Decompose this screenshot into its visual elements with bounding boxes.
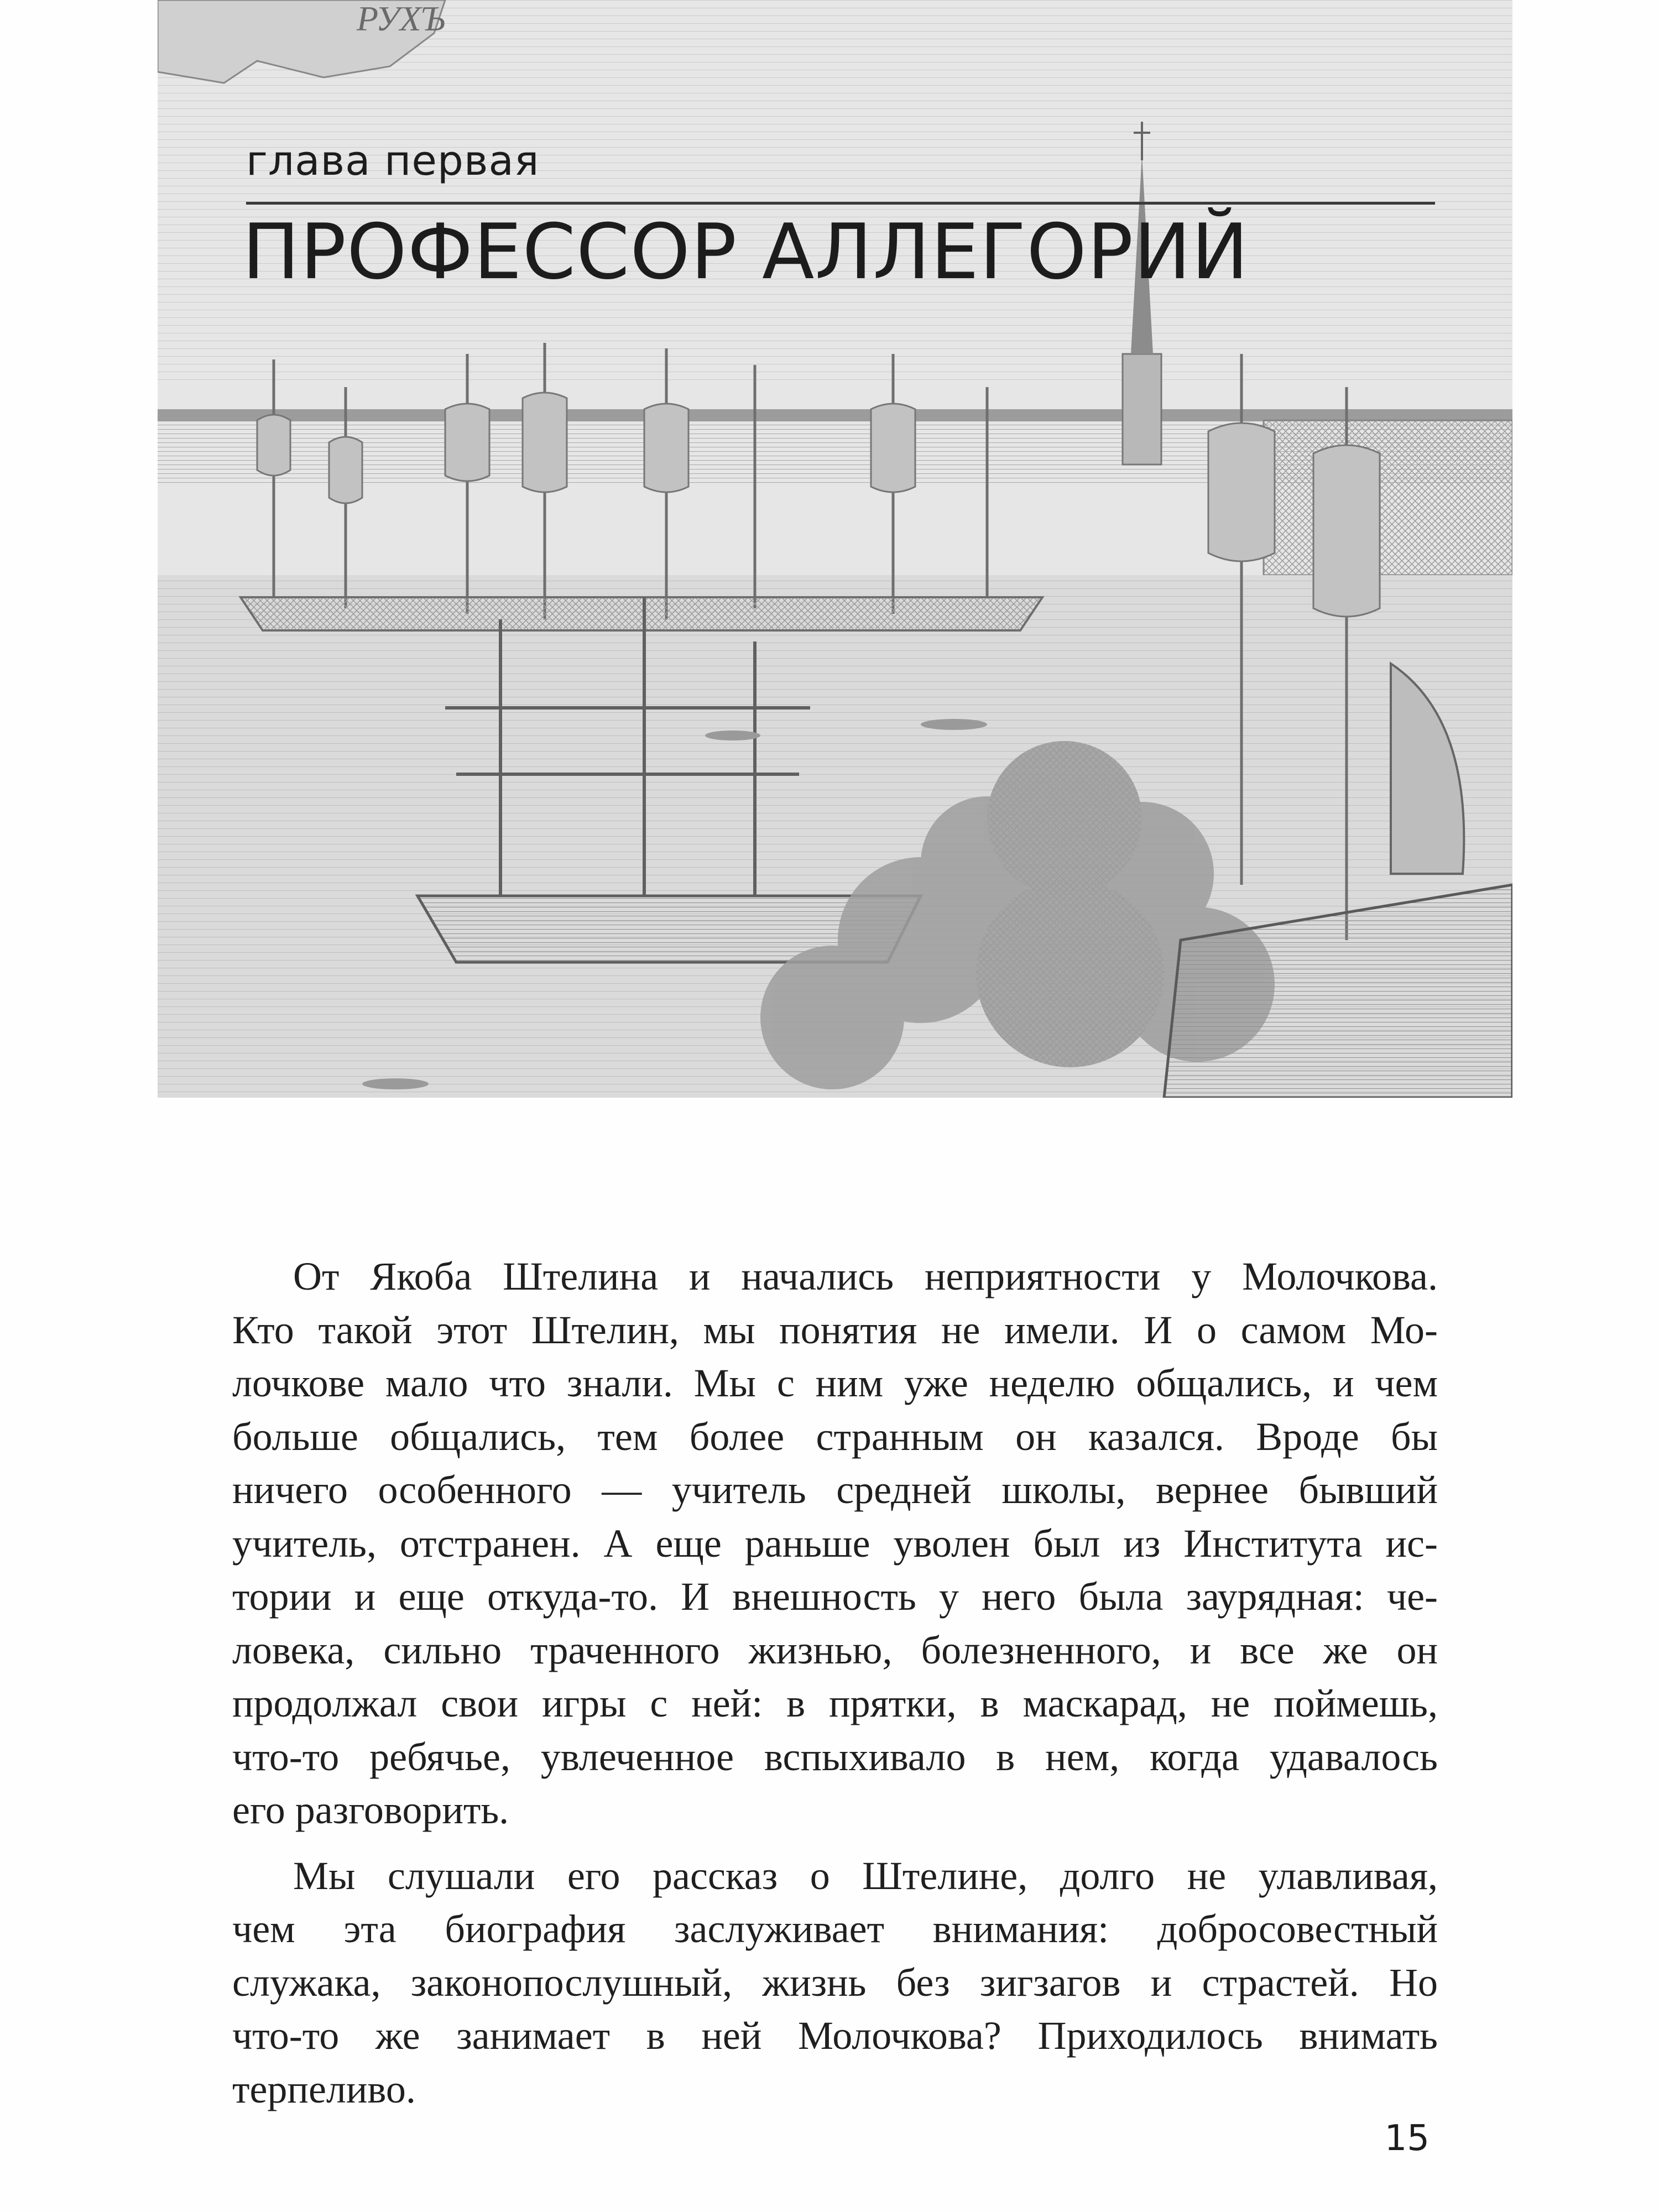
body-text: [232, 1250, 1438, 2128]
text-line: служака, законопослушный, жизнь без зигзагов и страстей. Но: [232, 1960, 1438, 2005]
text-line: что-то же занимает в ней Молочкова? Приходилось внимать: [232, 2013, 1438, 2058]
chapter-title: ПРОФЕССОР АЛЛЕГОРИЙ: [242, 207, 1249, 296]
chapter-label: глава первая: [246, 137, 540, 185]
text-line: тории и еще откуда-то. И внешность у него была заурядная: че-: [232, 1574, 1438, 1619]
text-line: больше общались, тем более странным он казался. Вроде бы: [232, 1414, 1438, 1459]
text-line: ловека, сильно траченного жизнью, болезненного, и все же он: [232, 1627, 1438, 1672]
text-line: что-то ребячье, увлеченное вспыхивало в нем, когда удавалось: [232, 1734, 1438, 1779]
text-line: его разговорить.: [232, 1788, 509, 1832]
paragraph-1: [232, 1250, 1438, 1837]
text-line: чем эта биография заслуживает внимания: добросовестный: [232, 1907, 1438, 1951]
text-line: От Якоба Штелина и начались неприятности у Молочкова.: [293, 1254, 1438, 1298]
text-line: продолжал свои игры с ней: в прятки, в маскарад, не поймешь,: [232, 1681, 1438, 1725]
map-fragment-text: РУХЪ: [357, 0, 445, 38]
show-through-shadow: [257, 1112, 1446, 1244]
chapter-divider: [246, 202, 1435, 205]
text-line: лочкове мало что знали. Мы с ним уже неделю общались, и чем: [232, 1361, 1438, 1405]
paragraph-2: [232, 1849, 1438, 2116]
text-line: Кто такой этот Штелин, мы понятия не имели. И о самом Мо-: [232, 1307, 1438, 1352]
text-line: учитель, отстранен. А еще раньше уволен был из Института ис-: [232, 1521, 1438, 1566]
text-line: терпеливо.: [232, 2067, 416, 2111]
page-number: 15: [1384, 2118, 1430, 2159]
text-line: ничего особенного — учитель средней школы, вернее бывший: [232, 1468, 1438, 1512]
text-line: Мы слушали его рассказ о Штелине, долго не улавливая,: [293, 1853, 1438, 1898]
